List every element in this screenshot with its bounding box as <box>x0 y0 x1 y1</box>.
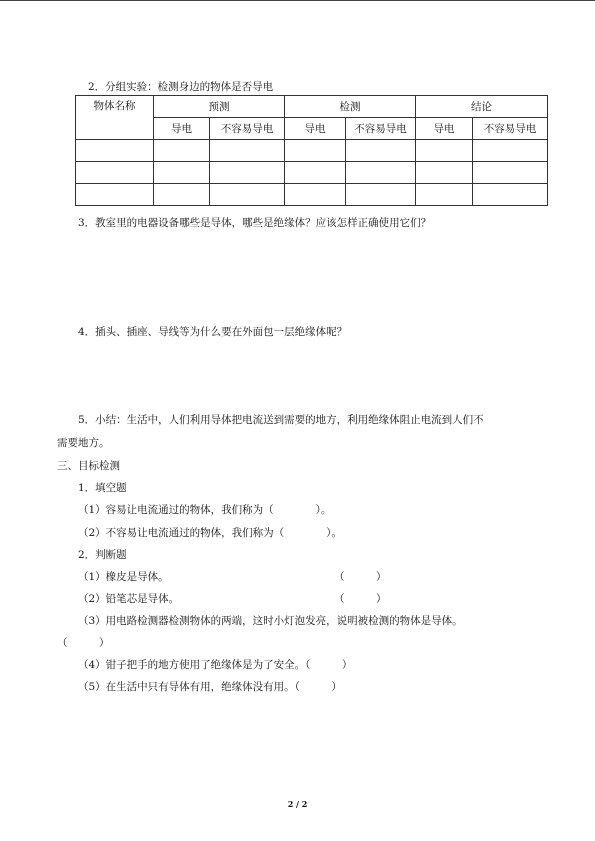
header-detect: 检测 <box>285 96 416 118</box>
table-cell[interactable] <box>346 184 416 206</box>
sub-conductive: 导电 <box>416 118 473 140</box>
table-cell[interactable] <box>285 162 346 184</box>
sub-conductive: 导电 <box>154 118 210 140</box>
table-cell[interactable] <box>76 140 154 162</box>
judge-answer-blank-2[interactable]: （ ） <box>334 593 387 605</box>
table-header-row <box>76 96 548 118</box>
fill-in-title: 1．填空题 <box>78 482 127 494</box>
section-heading: 三、目标检测 <box>57 460 120 472</box>
table-cell[interactable] <box>346 162 416 184</box>
question-4: 4．插头、插座、导线等为什么要在外面包一层绝缘体呢？ <box>78 326 348 338</box>
question-3: 3．教室里的电器设备哪些是导体，哪些是绝缘体？应该怎样正确使用它们？ <box>78 217 432 229</box>
sub-conductive: 导电 <box>285 118 346 140</box>
table-cell[interactable] <box>76 162 154 184</box>
experiment-table <box>75 95 548 206</box>
question-2-title: 2．分组实验：检测身边的物体是否导电 <box>88 81 274 93</box>
table-cell[interactable] <box>416 162 473 184</box>
table-cell[interactable] <box>346 140 416 162</box>
sub-not-conductive: 不容易导电 <box>210 118 285 140</box>
table-row <box>76 140 548 162</box>
table-cell[interactable] <box>210 162 285 184</box>
table-cell[interactable] <box>473 162 548 184</box>
table-cell[interactable] <box>473 184 548 206</box>
table-cell[interactable] <box>210 140 285 162</box>
table-cell[interactable] <box>416 184 473 206</box>
table-cell[interactable] <box>154 140 210 162</box>
summary-line-2: 需要地方。 <box>57 437 110 449</box>
judge-question-3: （3）用电路检测器检测物体的两端，这时小灯泡发亮，说明被检测的物体是导体。 <box>78 615 463 627</box>
table-row <box>76 162 548 184</box>
table-row <box>76 184 548 206</box>
table-cell[interactable] <box>416 140 473 162</box>
table-cell[interactable] <box>285 140 346 162</box>
table-cell[interactable] <box>473 140 548 162</box>
judge-question-1: （1）橡皮是导体。 <box>78 571 169 583</box>
table-cell[interactable] <box>285 184 346 206</box>
table-cell[interactable] <box>76 184 154 206</box>
judge-answer-blank-3[interactable]: （ ） <box>57 637 110 649</box>
judge-question-2: （2）铅笔芯是导体。 <box>78 593 180 605</box>
fill-in-question-2: （2）不容易让电流通过的物体，我们称为（ ）。 <box>78 527 342 539</box>
header-conclusion: 结论 <box>416 96 548 118</box>
sub-not-conductive: 不容易导电 <box>346 118 416 140</box>
summary-line-1: 5．小结：生活中，人们利用导体把电流送到需要的地方，利用绝缘体阻止电流到人们不 <box>78 414 484 426</box>
header-rule <box>0 0 595 1</box>
header-object-name: 物体名称 <box>76 96 154 140</box>
sub-not-conductive: 不容易导电 <box>473 118 548 140</box>
fill-in-question-1: （1）容易让电流通过的物体，我们称为（ ）。 <box>78 504 332 516</box>
table-cell[interactable] <box>154 162 210 184</box>
table-cell[interactable] <box>154 184 210 206</box>
page-number: 2 / 2 <box>287 799 308 809</box>
judge-title: 2．判断题 <box>78 549 127 561</box>
table-cell[interactable] <box>210 184 285 206</box>
judge-answer-blank-1[interactable]: （ ） <box>334 571 387 583</box>
judge-question-5: （5）在生活中只有导体有用，绝缘体没有用。（ ） <box>78 681 342 693</box>
judge-question-4: （4）钳子把手的地方使用了绝缘体是为了安全。（ ） <box>78 659 353 671</box>
header-predict: 预测 <box>154 96 285 118</box>
